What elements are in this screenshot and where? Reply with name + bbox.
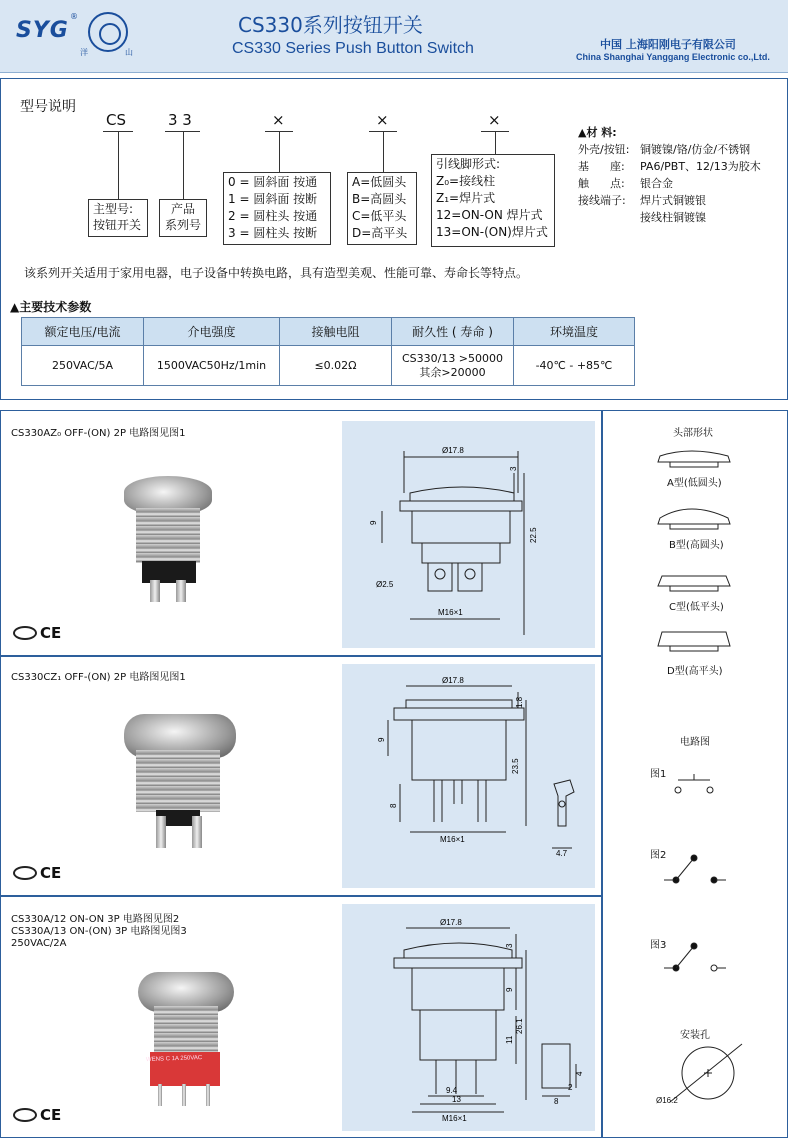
svg-text:4: 4 — [575, 1071, 584, 1076]
ccc-mark-icon — [13, 1108, 37, 1122]
company-en: China Shanghai Yanggang Electronic co.,Ltd. — [576, 52, 770, 62]
svg-text:Ø2.5: Ø2.5 — [376, 580, 394, 589]
svg-text:3: 3 — [509, 466, 518, 471]
th-dielectric: 介电强度 — [144, 318, 280, 346]
product-2-photo — [122, 712, 237, 852]
dimension-drawing-3 — [342, 904, 595, 1131]
terminal-box: 引线脚形式: Z₀=接线柱 Z₁=焊片式 12=ON-ON 焊片式 13=ON-(ON)焊片式 — [431, 154, 555, 247]
circuit-fig1 — [664, 768, 734, 798]
fig1-label: 图1 — [650, 769, 667, 780]
column-divider — [601, 410, 603, 1138]
emblem-label-right: 山 — [125, 48, 133, 57]
product-3-label: CS330A/12 ON-ON 3P 电路图见图2 CS330A/13 ON-(ON) 3P 电路图见图3 250VAC/2A — [11, 914, 187, 949]
svg-text:4.7: 4.7 — [556, 849, 568, 858]
row-divider-2 — [0, 895, 602, 897]
materials-title: ▲材 料: — [578, 126, 617, 139]
product-3-drawing — [342, 904, 595, 1131]
brand-logo: SYG — [16, 18, 69, 43]
company-cn: 中国 上海阳刚电子有限公司 — [600, 38, 736, 51]
ccc-mark-icon — [13, 866, 37, 880]
svg-text:8: 8 — [554, 1097, 559, 1106]
svg-text:9.4: 9.4 — [446, 1086, 458, 1095]
th-durability: 耐久性 ( 寿命 ) — [392, 318, 514, 346]
ccc-mark-icon — [13, 626, 37, 640]
svg-text:23.5: 23.5 — [511, 758, 520, 774]
svg-text:9: 9 — [377, 737, 386, 742]
fig2-label: 图2 — [650, 850, 667, 861]
product-3-photo — [132, 970, 242, 1110]
product-1-cert: CE — [13, 624, 61, 642]
head-shape-box: A=低圆头 B=高圆头 C=低平头 D=高平头 — [347, 172, 417, 245]
product-1-label: CS330AZ₀ OFF-(ON) 2P 电路图见图1 — [11, 428, 186, 439]
code-x1: × — [272, 111, 285, 129]
svg-text:M16×1: M16×1 — [440, 835, 465, 844]
row-divider-1 — [0, 655, 602, 657]
td-dielectric: 1500VAC50Hz/1min — [144, 346, 280, 386]
switch-side-print: WENS C 1A 250VAC — [145, 1055, 203, 1064]
shape-a-label: A型(低圆头) — [667, 478, 722, 489]
svg-text:1.8: 1.8 — [515, 696, 524, 708]
fig3-label: 图3 — [650, 940, 667, 951]
emblem-label-left: 洋 — [80, 48, 88, 57]
title-cn: CS330系列按钮开关 — [238, 13, 423, 37]
td-durability: CS330/13 >50000 其余>20000 — [392, 346, 514, 386]
svg-text:11: 11 — [505, 1035, 514, 1044]
svg-text:Ø17.8: Ø17.8 — [442, 446, 464, 455]
circuit-fig3 — [660, 938, 740, 978]
svg-text:M16×1: M16×1 — [442, 1114, 467, 1123]
svg-text:22.5: 22.5 — [529, 527, 538, 543]
head-shapes-title: 头部形状 — [673, 428, 713, 439]
product-1-photo — [118, 476, 218, 606]
product-2-label: CS330CZ₁ OFF-(ON) 2P 电路图见图1 — [11, 672, 186, 683]
td-temperature: -40℃ - +85℃ — [514, 346, 635, 386]
materials-block: ▲材 料: 外壳/按钮: 铜镀镍/铬/仿金/不锈钢 基 座: PA6/PBT、12/13为胶木 触 点: 银合金 接线端子: 焊片式铜镀银 接线柱铜镀镍 — [578, 126, 761, 224]
svg-text:13: 13 — [452, 1095, 461, 1104]
shape-c-label: C型(低平头) — [669, 602, 724, 613]
circuit-fig2 — [660, 848, 740, 888]
svg-text:26.1: 26.1 — [515, 1018, 524, 1034]
shape-d-label: D型(高平头) — [667, 666, 723, 677]
mount-hole-dim: Ø16.2 — [656, 1096, 678, 1105]
series-box: 产品 系列号 — [159, 199, 207, 237]
product-description: 该系列开关适用于家用电器，电子设备中转换电路，具有造型美观、性能可靠、寿命长等特点。 — [24, 266, 529, 280]
svg-text:9: 9 — [369, 520, 378, 525]
th-voltage: 额定电压/电流 — [22, 318, 144, 346]
product-2-cert: CE — [13, 864, 61, 882]
svg-text:Ø17.8: Ø17.8 — [440, 918, 462, 927]
th-temperature: 环境温度 — [514, 318, 635, 346]
code-cs: CS — [106, 111, 126, 129]
th-resistance: 接触电阻 — [280, 318, 392, 346]
page-header — [0, 0, 788, 73]
svg-text:M16×1: M16×1 — [438, 608, 463, 617]
dimension-drawing-1 — [342, 421, 595, 648]
tech-params-title: ▲主要技术参数 — [10, 300, 92, 314]
emblem-logo — [88, 12, 128, 52]
circuit-title: 电路图 — [680, 737, 710, 748]
code-x2: × — [376, 111, 389, 129]
svg-text:Ø17.8: Ø17.8 — [442, 676, 464, 685]
code-x3: × — [488, 111, 501, 129]
registered-mark: ® — [70, 12, 78, 21]
svg-text:2: 2 — [568, 1083, 573, 1092]
svg-text:3: 3 — [505, 943, 514, 948]
title-en: CS330 Series Push Button Switch — [232, 40, 474, 57]
dimension-drawing-2 — [342, 664, 595, 888]
code-33: 3 3 — [168, 111, 192, 129]
main-model-box: 主型号: 按钮开关 — [88, 199, 148, 237]
svg-text:8: 8 — [389, 803, 398, 808]
product-1-drawing — [342, 421, 595, 648]
product-2-drawing — [342, 664, 595, 888]
svg-text:9: 9 — [505, 987, 514, 992]
shape-b-label: B型(高圆头) — [669, 540, 724, 551]
product-3-cert: CE — [13, 1106, 61, 1124]
model-heading: 型号说明 — [20, 99, 76, 115]
td-resistance: ≤0.02Ω — [280, 346, 392, 386]
head-type-box: 0 = 圆斜面 按通 1 = 圆斜面 按断 2 = 圆柱头 按通 3 = 圆柱头 按断 — [223, 172, 331, 245]
tech-params-table — [21, 317, 635, 386]
td-voltage: 250VAC/5A — [22, 346, 144, 386]
mount-hole-title: 安装孔 — [680, 1030, 710, 1041]
